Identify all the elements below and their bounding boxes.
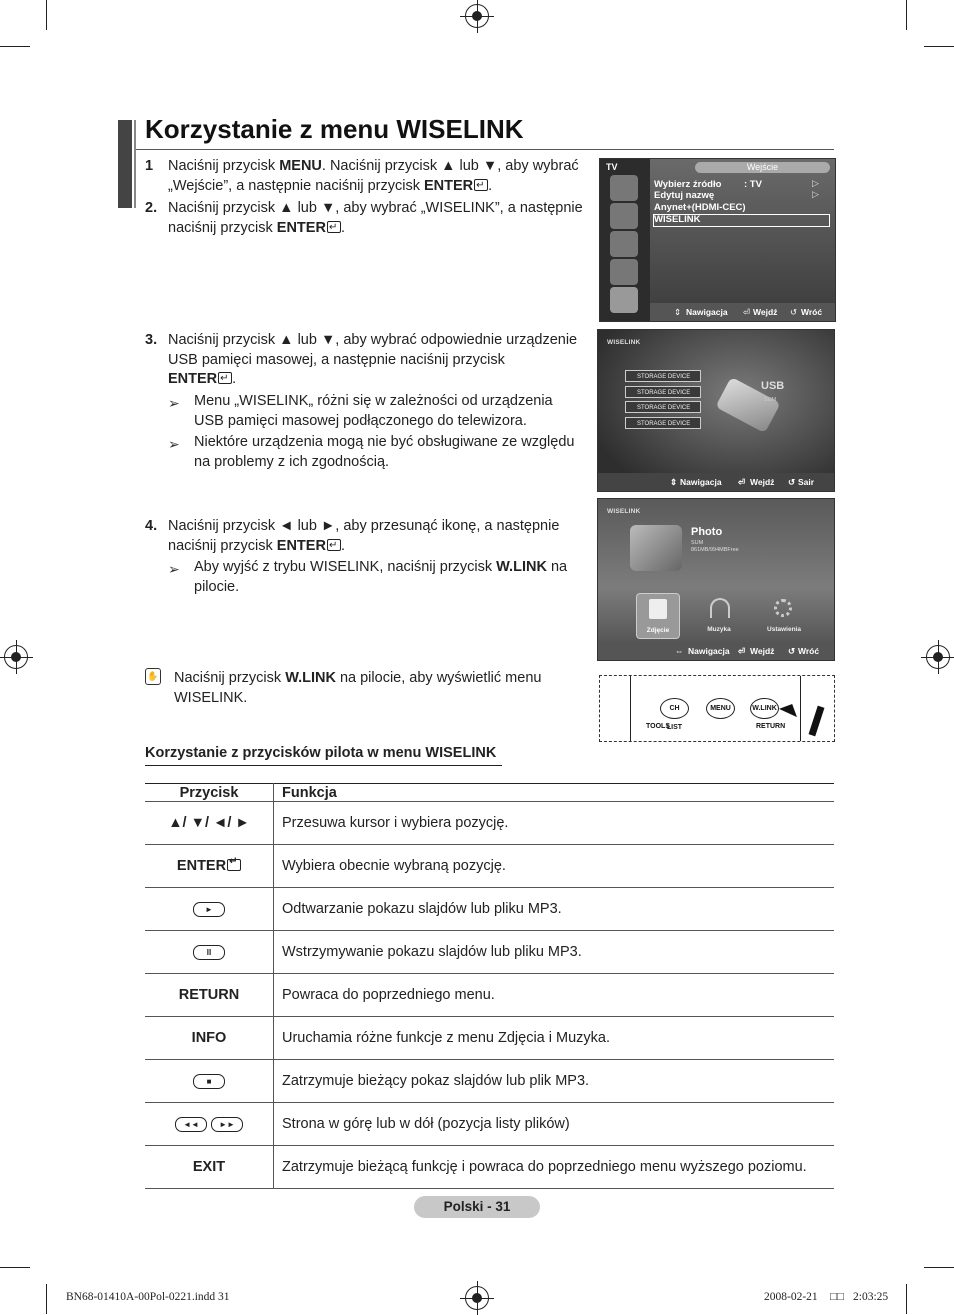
rewind-button-icon: ◄◄ [175,1117,207,1132]
music-tab: Muzyka [698,593,740,637]
table-row [145,1146,834,1189]
key-cell: INFO [145,1017,274,1060]
remote-function-table [145,783,834,1189]
sound-icon [610,203,638,229]
pointer-arrow-icon [809,706,825,737]
nav-icon: ⇕ [674,307,682,317]
enter-icon [327,221,341,233]
function-cell: Wybiera obecnie wybraną pozycję. [274,845,835,888]
menu-item: Edytuj nazwę [654,190,715,201]
screen-footer: ⇕ Nawigacja ⏎ Wejdź ↺ Sair [598,473,834,491]
menu-item: Wybierz źródło [654,179,722,190]
menu-item-selected: WISELINK [654,214,701,225]
column-header: Funkcja [274,784,835,802]
step-3: 3. Naciśnij przycisk ▲ lub ▼, aby wybrać odpowiednie urządzenie USB pamięci masowej, a następnie naciśnij przycisk ENTER↵ . [145,331,595,391]
stop-button-icon: ■ [193,1074,225,1089]
storage-device-item: STORAGE DEVICE [625,401,701,413]
picture-icon [610,175,638,201]
crop-mark [924,46,954,47]
section-underline [145,765,502,766]
key-cell: ENTER↵ [145,845,274,888]
menu-sidebar [600,159,650,321]
photo-storage: 861MB/994MBFree [691,547,739,553]
wiselink-device-screenshot [597,329,835,492]
footer-glyphs: □□ [830,1291,844,1303]
function-cell: Odtwarzanie pokazu slajdów lub pliku MP3. [274,888,835,931]
enter-icon [227,859,241,871]
screen-footer: ⇔ Nawigacja ⏎ Wejdź ↺ Wróć [598,642,834,660]
tip-icon: ✋ [145,668,161,685]
enter-icon: ⏎ [738,646,746,656]
nav-icon: ⇔ [675,646,684,656]
step-number: 3. [145,332,158,348]
play-button-icon: ► [193,902,225,917]
return-icon: ↺ [788,646,796,656]
step-number: 4. [145,518,158,534]
pause-button-icon: II [193,945,225,960]
step-number: 2. [145,200,158,216]
note: ➢ Aby wyjść z trybu WISELINK, naciśnij przycisk W.LINK na pilocie. [168,559,568,595]
usb-sublabel: SUM [764,397,777,403]
remote-control-illustration [599,675,835,742]
key-cell [145,888,274,931]
page-title: Korzystanie z menu WISELINK [145,114,524,144]
remote-body-edge [630,676,631,741]
key-cell: RETURN [145,974,274,1017]
note: ➢ Niektóre urządzenia mogą nie być obsługiwane ze względu na problemy z ich zgodnością. [168,434,575,470]
registration-mark-icon [465,4,489,28]
crop-mark [0,46,30,47]
nav-icon: ⇕ [670,477,678,487]
crop-mark [906,0,907,30]
note-arrow-icon: ➢ [168,436,180,452]
title-rule [136,149,834,150]
table-row [145,888,834,931]
table-header-row [145,784,834,802]
enter-icon [327,539,341,551]
table-row [145,974,834,1017]
function-cell: Zatrzymuje bieżącą funkcję i powraca do poprzedniego menu wyższego poziomu. [274,1146,835,1189]
enter-icon [218,372,232,384]
key-cell: ▲/ ▼/ ◄/ ► [145,802,274,845]
fast-forward-button-icon: ►► [211,1117,243,1132]
function-cell: Wstrzymywanie pokazu slajdów lub pliku MP3. [274,931,835,974]
table-row [145,845,834,888]
title-accent-bar [118,120,132,208]
enter-icon: ⏎ [738,477,746,487]
crop-mark [924,1267,954,1268]
tip-text: Naciśnij przycisk W.LINK na pilocie, aby wyświetlić menu WISELINK. [174,670,542,706]
screen-footer: ⇕ Nawigacja ⏎ Wejdź ↺ Wróć [650,303,835,321]
enter-icon [474,179,488,191]
note: ➢ Menu „WISELINK„ różni się w zależności od urządzenia USB pamięci masowej podłączonego do telewizora. [168,393,553,429]
usb-label: USB [761,380,785,392]
photo-title: Photo [691,526,723,538]
table-row [145,1060,834,1103]
step-4: 4. Naciśnij przycisk ◄ lub ►, aby przesunąć ikonę, a następnie naciśnij przycisk ENTER↵ . [145,517,595,557]
crop-mark [46,1284,47,1314]
menu-button: MENU [706,698,735,719]
menu-header: Wejście [695,162,830,173]
storage-device-item: STORAGE DEVICE [625,417,701,429]
storage-device-item: STORAGE DEVICE [625,370,701,382]
step-2: 2. Naciśnij przycisk ▲ lub ▼, aby wybrać „WISELINK”, a następnie naciśnij przycisk ENTER↵ . [145,199,595,239]
crop-mark [906,1284,907,1314]
registration-mark-icon [926,645,950,669]
function-cell: Uruchamia różne funkcje z menu Zdjęcia i Muzyka. [274,1017,835,1060]
page-number-label: Polski - 31 [414,1196,540,1218]
return-icon: ↺ [790,307,798,317]
key-cell [145,1060,274,1103]
camera-icon [630,525,682,571]
headphones-icon [710,598,730,618]
tv-input-menu-screenshot [599,158,836,322]
step-number: 1 [145,158,154,174]
registration-mark-icon [465,1286,489,1310]
function-cell: Przesuwa kursor i wybiera pozycję. [274,802,835,845]
registration-mark-icon [4,645,28,669]
setup-icon [610,259,638,285]
function-cell: Strona w górę lub w dół (pozycja listy plików) [274,1103,835,1146]
table-row [145,1103,834,1146]
wiselink-logo: WISELINK [607,339,641,346]
pointer-arrow-icon [779,704,797,722]
table-row [145,931,834,974]
footer-filename: BN68-01410A-00Pol-0221.indd 31 [66,1291,230,1303]
crop-mark [46,0,47,30]
enter-icon: ⏎ [743,307,751,317]
menu-item-value: : TV [744,179,762,190]
remote-body-edge [800,676,801,741]
settings-tab: Ustawienia [760,593,808,637]
key-cell [145,1103,274,1146]
storage-device-item: STORAGE DEVICE [625,386,701,398]
title-accent-line [134,120,136,208]
function-cell: Zatrzymuje bieżący pokaz slajdów lub plik MP3. [274,1060,835,1103]
section-title: Korzystanie z przycisków pilota w menu WISELINK [145,745,497,761]
note-arrow-icon: ➢ [168,395,180,411]
return-label: RETURN [756,723,786,730]
table-row [145,1017,834,1060]
gear-icon [774,599,792,617]
column-header: Przycisk [145,784,274,802]
crop-mark [0,1267,30,1268]
step-1: 1 Naciśnij przycisk MENU. Naciśnij przycisk ▲ lub ▼, aby wybrać „Wejście”, a następnie naciśnij przycisk ENTER↵ . [145,157,595,197]
footer-date: 2008-02-21 [764,1291,818,1303]
photo-tab-icon [649,599,667,619]
channel-icon [610,231,638,257]
arrow-right-icon: ▷ [812,178,819,188]
menu-item: Anynet+(HDMI-CEC) [654,202,746,213]
photo-tab: Zdjęcie [636,593,680,639]
key-cell: EXIT [145,1146,274,1189]
wiselink-photo-screenshot [597,498,835,661]
tv-label: TV [606,162,618,172]
chlist-button: CH LIST [660,698,689,719]
return-icon: ↺ [788,477,796,487]
arrow-right-icon: ▷ [812,189,819,199]
wlink-button: W.LINK [750,698,779,719]
function-cell: Powraca do poprzedniego menu. [274,974,835,1017]
wiselink-logo: WISELINK [607,508,641,515]
footer-time: 2:03:25 [853,1291,889,1303]
photo-sublabel: SUM [691,540,704,546]
input-icon [610,287,638,313]
note-arrow-icon: ➢ [168,561,180,577]
table-row [145,802,834,845]
key-cell [145,931,274,974]
tools-label: TOOLS [646,723,670,730]
